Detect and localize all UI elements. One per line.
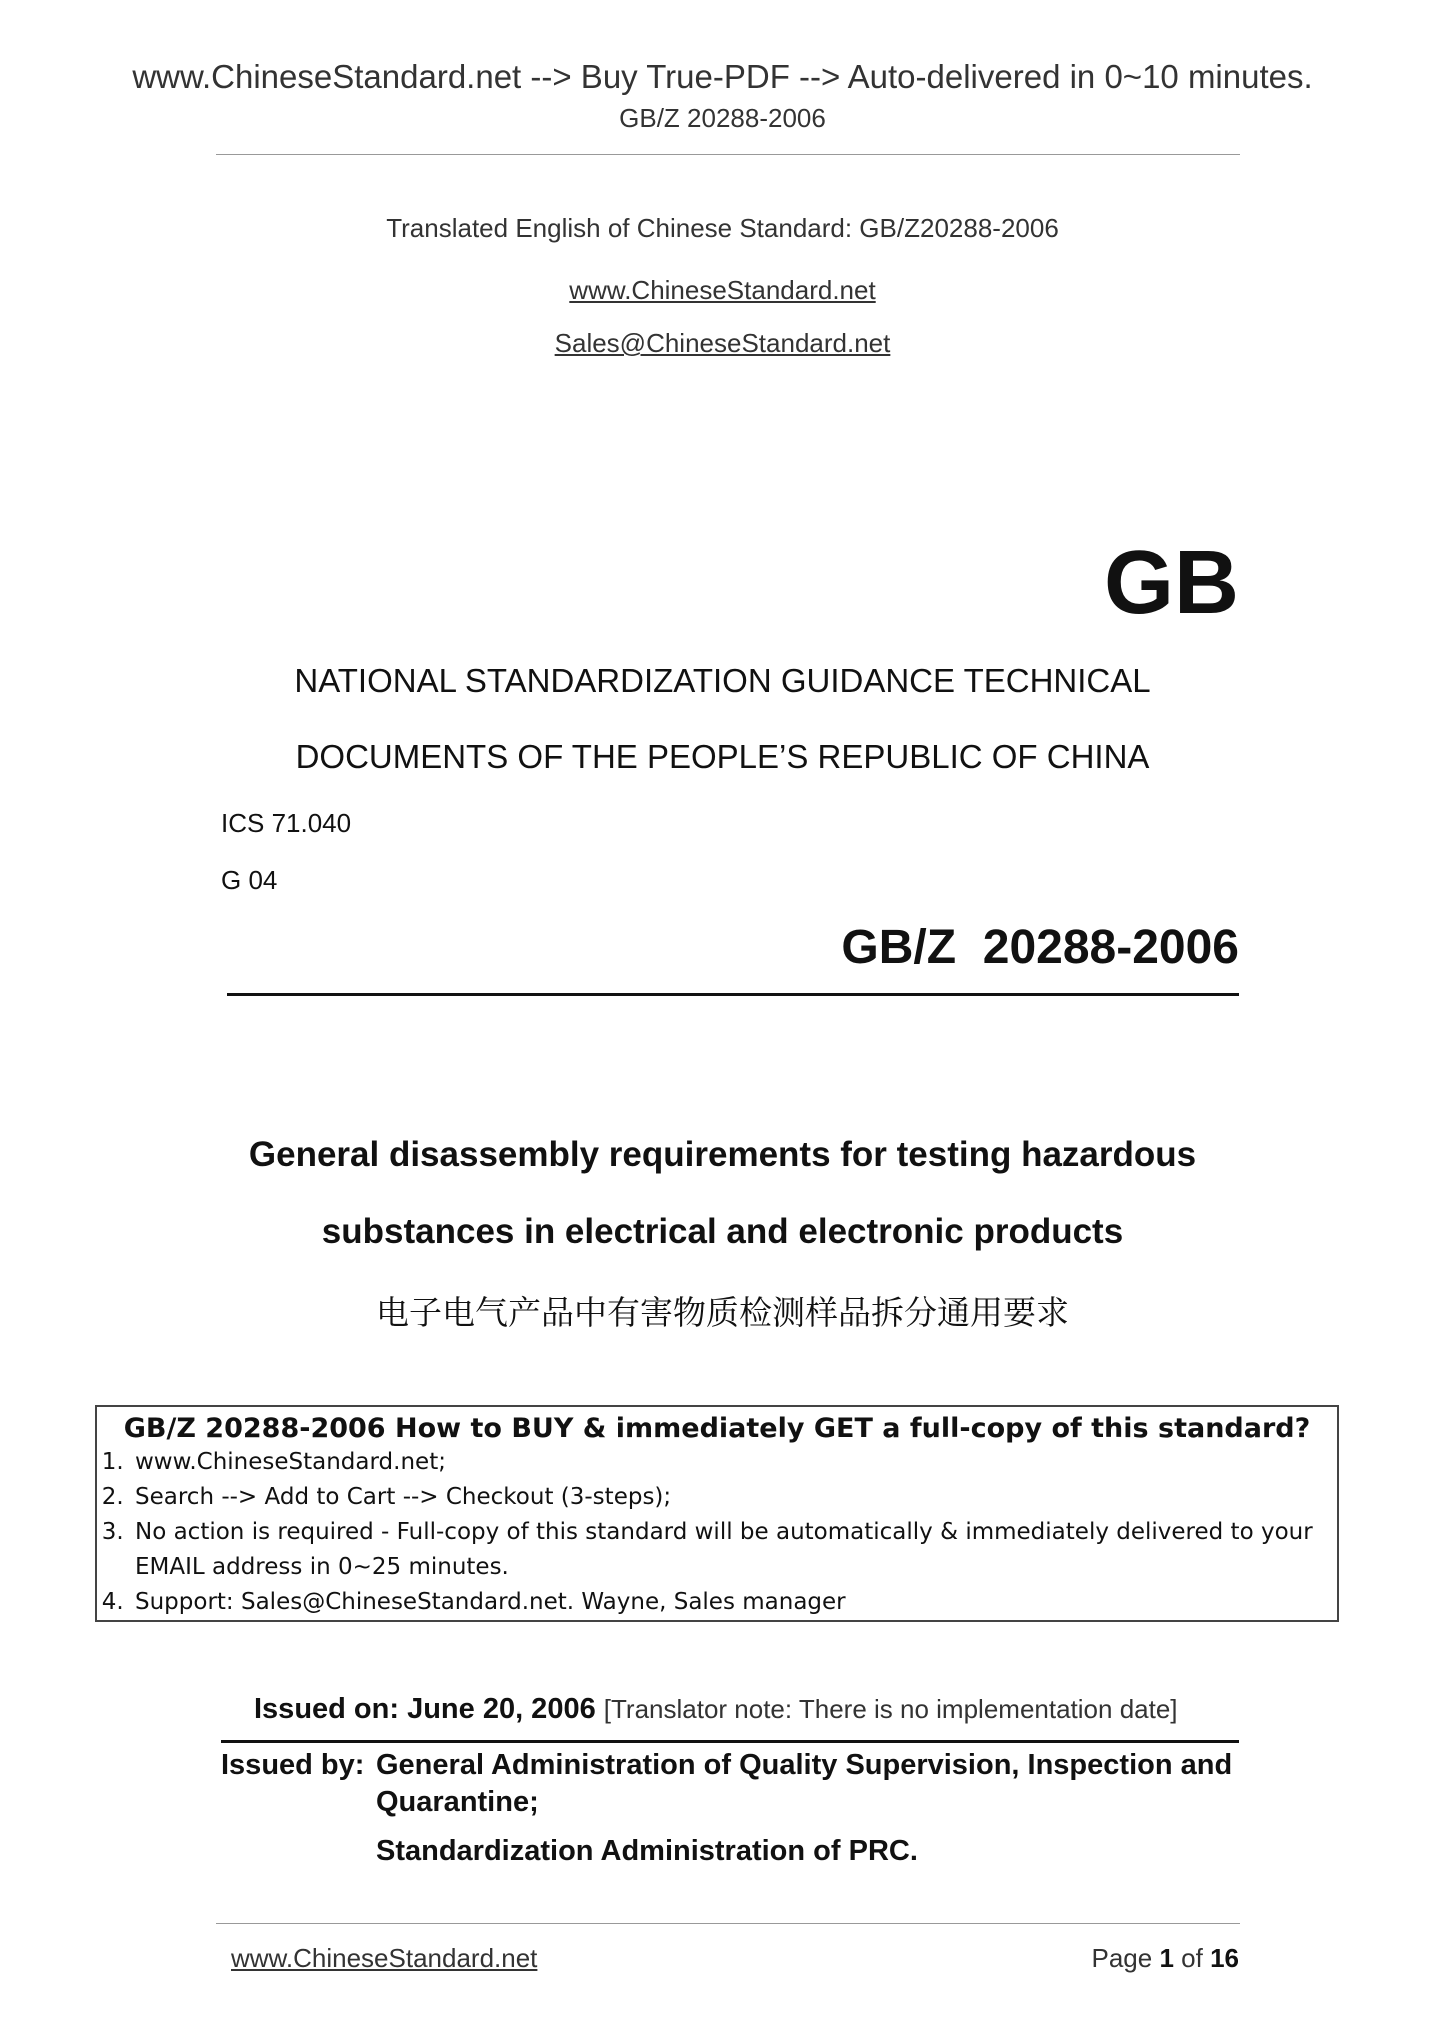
issued-on (254, 1693, 1178, 1726)
title-chinese: 电子电气产品中有害物质检测样品拆分通用要求 (376, 1293, 1069, 1332)
org-title-line1: NATIONAL STANDARDIZATION GUIDANCE TECHNICAL (294, 662, 1151, 699)
translator-note: [Translator note: There is no implementation date] (603, 1694, 1178, 1724)
issued-by-line3: Standardization Administration of PRC. (376, 1835, 918, 1867)
title-line1: General disassembly requirements for testing hazardous (248, 1135, 1197, 1174)
header-promo-line: www.ChineseStandard.net --> Buy True-PDF --> Auto-delivered in 0~10 minutes. (132, 58, 1313, 95)
buy-instructions-box (95, 1405, 1339, 1622)
issued-on-date: Issued on: June 20, 2006 (254, 1693, 596, 1725)
site-link-wrapper (0, 275, 1445, 306)
standard-number: GB/Z 20288-2006 (841, 921, 1239, 974)
standard-number-rule (227, 993, 1239, 996)
issued-by-label: Issued by: (221, 1749, 365, 1781)
translated-note: Translated English of Chinese Standard: GB/Z20288-2006 (386, 213, 1059, 243)
gb-mark: GB (1104, 533, 1239, 633)
issued-divider (221, 1740, 1239, 1743)
issued-by-line2: Quarantine; (376, 1786, 539, 1818)
ics-code: ICS 71.040 (221, 808, 352, 838)
page-number (1091, 1943, 1239, 1974)
buy-step: 3. No action is required - Full-copy of this standard will be automatically & immediately delivered to your EMAIL address in 0~25 minutes. (131, 1515, 1331, 1585)
email-link[interactable]: Sales@ChineseStandard.net (554, 328, 891, 358)
footer-site-link[interactable]: www.ChineseStandard.net (231, 1943, 538, 1973)
site-link[interactable]: www.ChineseStandard.net (569, 275, 876, 305)
classification-code: G 04 (221, 865, 278, 895)
buy-step: 2. Search --> Add to Cart --> Checkout (3-steps); (131, 1480, 1331, 1515)
footer-site-wrapper (231, 1943, 537, 1974)
header-divider (216, 154, 1240, 155)
issued-by-line1: General Administration of Quality Supervision, Inspection and (376, 1749, 1233, 1781)
email-link-wrapper (0, 328, 1445, 359)
buy-step: 1. www.ChineseStandard.net; (131, 1445, 1331, 1480)
title-line2: substances in electrical and electronic products (321, 1212, 1124, 1251)
footer-divider (216, 1923, 1240, 1924)
page-prefix: Page (1091, 1943, 1153, 1973)
page-of: of (1181, 1943, 1203, 1973)
page-current: 1 (1159, 1943, 1174, 1973)
buy-box-title: GB/Z 20288-2006 How to BUY & immediately GET a full-copy of this standard? (123, 1413, 1311, 1444)
buy-step: 4. Support: Sales@ChineseStandard.net. Wayne, Sales manager (131, 1585, 1331, 1620)
org-title-line2: DOCUMENTS OF THE PEOPLE’S REPUBLIC OF CHINA (295, 738, 1150, 775)
header-standard-id: GB/Z 20288-2006 (619, 103, 826, 133)
buy-steps-list (97, 1445, 1331, 1620)
page-total: 16 (1210, 1943, 1239, 1973)
